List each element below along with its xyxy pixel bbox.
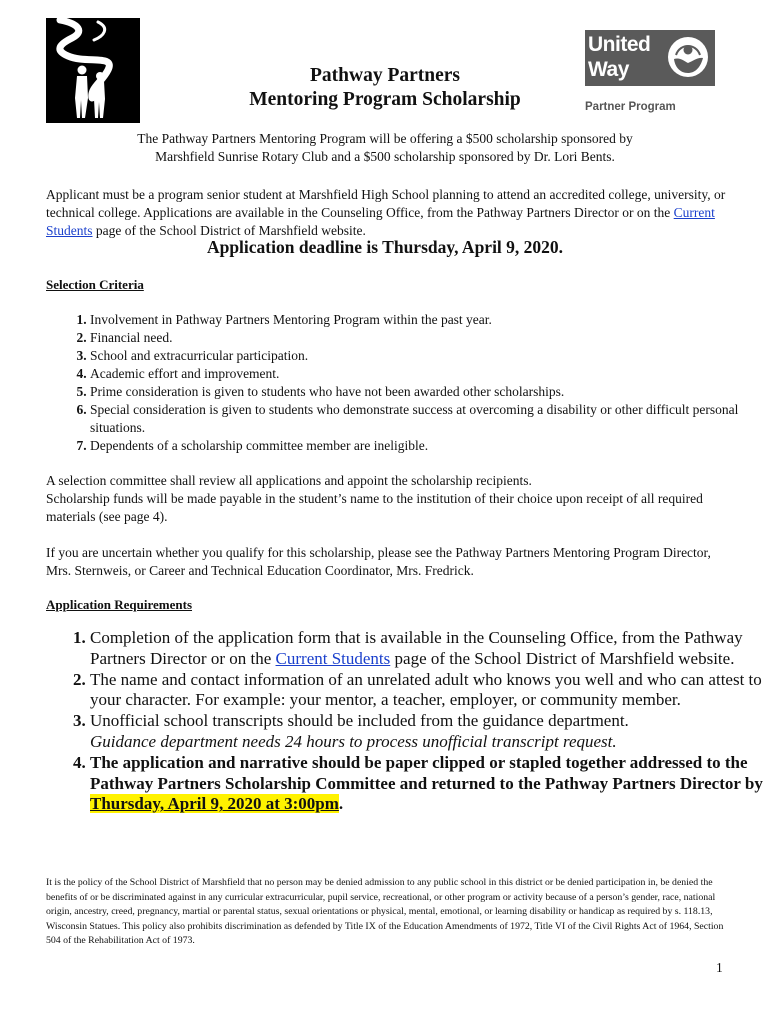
- requirement-1-text-end: page of the School District of Marshfield website.: [390, 648, 735, 668]
- current-students-link[interactable]: Current Students: [46, 205, 715, 238]
- list-item: 4. Academic effort and improvement.: [90, 365, 770, 383]
- selection-criteria-heading: Selection Criteria: [46, 277, 144, 292]
- intro-line-1: The Pathway Partners Mentoring Program will be offering a $500 scholarship sponsored by: [137, 131, 633, 146]
- requirement-4-text-end: .: [338, 794, 344, 814]
- united-way-line-2: Way: [588, 58, 629, 81]
- requirement-4-text: The application and narrative should be paper clipped or stapled together addressed to the Pathway Partners Scholarship Committee and returned to the Pathway Partners Director by: [90, 752, 763, 793]
- united-way-line-1: United: [588, 33, 651, 56]
- list-item: [90, 628, 770, 670]
- requirement-1-text: Completion of the application form that is available in the Counseling Office, from the Pathway Partners Director or on the: [90, 628, 743, 668]
- committee-paragraph: [46, 472, 736, 526]
- intro-paragraph: [0, 130, 770, 166]
- requirement-3-note: Guidance department needs 24 hours to process unofficial transcript request.: [90, 731, 617, 751]
- list-item: 2. Financial need.: [90, 329, 770, 347]
- contact-paragraph: If you are uncertain whether you qualify for this scholarship, please see the Pathway Partners Mentoring Program Director, Mrs. Sternweis, or Career and Technical Education Coordinator, Mrs. Fredrick.: [46, 545, 711, 578]
- nondiscrimination-policy: It is the policy of the School District of Marshfield that no person may be denied admission to any public school in this district or be denied participation in, be denied the benefits of or be discriminated against in any curricular extracurricular, pupil service, recreational, or other program or activity because of a person’s gender, race, national origin, ancestry, creed, pregnancy, martial or parental status, sexual orientations or physical, mental, emotional, or learning disability or handicap as required by s. 118.13, Wisconsin Statues. This policy also prohibits discrimination as defended by Title IX of the Education Amendments of 1972, Title VI of the Civil Rights Act of 1964, Section 504 of the Rehabilitation Act of 1973.: [46, 877, 724, 946]
- title-line-2: Mentoring Program Scholarship: [249, 89, 521, 110]
- list-item: 2. The name and contact information of an unrelated adult who knows you well and who can attest to your character. For example: your mentor, a teacher, employer, or community member.: [90, 670, 770, 712]
- intro-line-2: Marshfield Sunrise Rotary Club and a $500 scholarship sponsored by Dr. Lori Bents.: [155, 149, 615, 164]
- list-item: 7. Dependents of a scholarship committee member are ineligible.: [90, 437, 770, 455]
- current-students-link-2[interactable]: Current Students: [275, 648, 391, 668]
- list-item: 1. Involvement in Pathway Partners Mentoring Program within the past year.: [90, 311, 770, 329]
- united-way-logo: [585, 30, 715, 86]
- eligibility-text-end: page of the School District of Marshfield website.: [92, 223, 366, 238]
- highlighted-deadline: Thursday, April 9, 2020 at 3:00pm: [90, 794, 339, 814]
- committee-line-2: Scholarship funds will be made payable in the student’s name to the institution of their choice upon receipt of all required materials (see page 4).: [46, 491, 703, 524]
- title-line-1: Pathway Partners: [309, 65, 460, 86]
- united-way-hand-icon: [666, 35, 711, 80]
- committee-line-1: A selection committee shall review all applications and appoint the scholarship recipients.: [46, 473, 532, 488]
- eligibility-text: Applicant must be a program senior student at Marshfield High School planning to attend an accredited college, university, or technical college. Applications are available in the Counseling Office, from the Pathway Partners Director or on the: [46, 187, 726, 220]
- list-item: 3. School and extracurricular participation.: [90, 347, 770, 365]
- united-way-wordmark: [588, 32, 650, 82]
- partner-program-label: Partner Program: [585, 101, 676, 113]
- page-number: 1: [716, 960, 723, 975]
- selection-criteria-list: [46, 311, 770, 455]
- list-item: [90, 753, 770, 815]
- list-item: 6. Special consideration is given to students who demonstrate success at overcoming a disability or other difficult personal situations.: [90, 401, 770, 437]
- list-item: 5. Prime consideration is given to students who have not been awarded other scholarships.: [90, 383, 770, 401]
- list-item: [90, 711, 770, 753]
- requirement-3-text: Unofficial school transcripts should be included from the guidance department.: [90, 711, 629, 731]
- eligibility-paragraph: [46, 186, 736, 240]
- application-deadline: Application deadline is Thursday, April 9, 2020.: [206, 237, 564, 257]
- application-requirements-list: [46, 628, 770, 815]
- application-requirements-heading: Application Requirements: [46, 597, 193, 612]
